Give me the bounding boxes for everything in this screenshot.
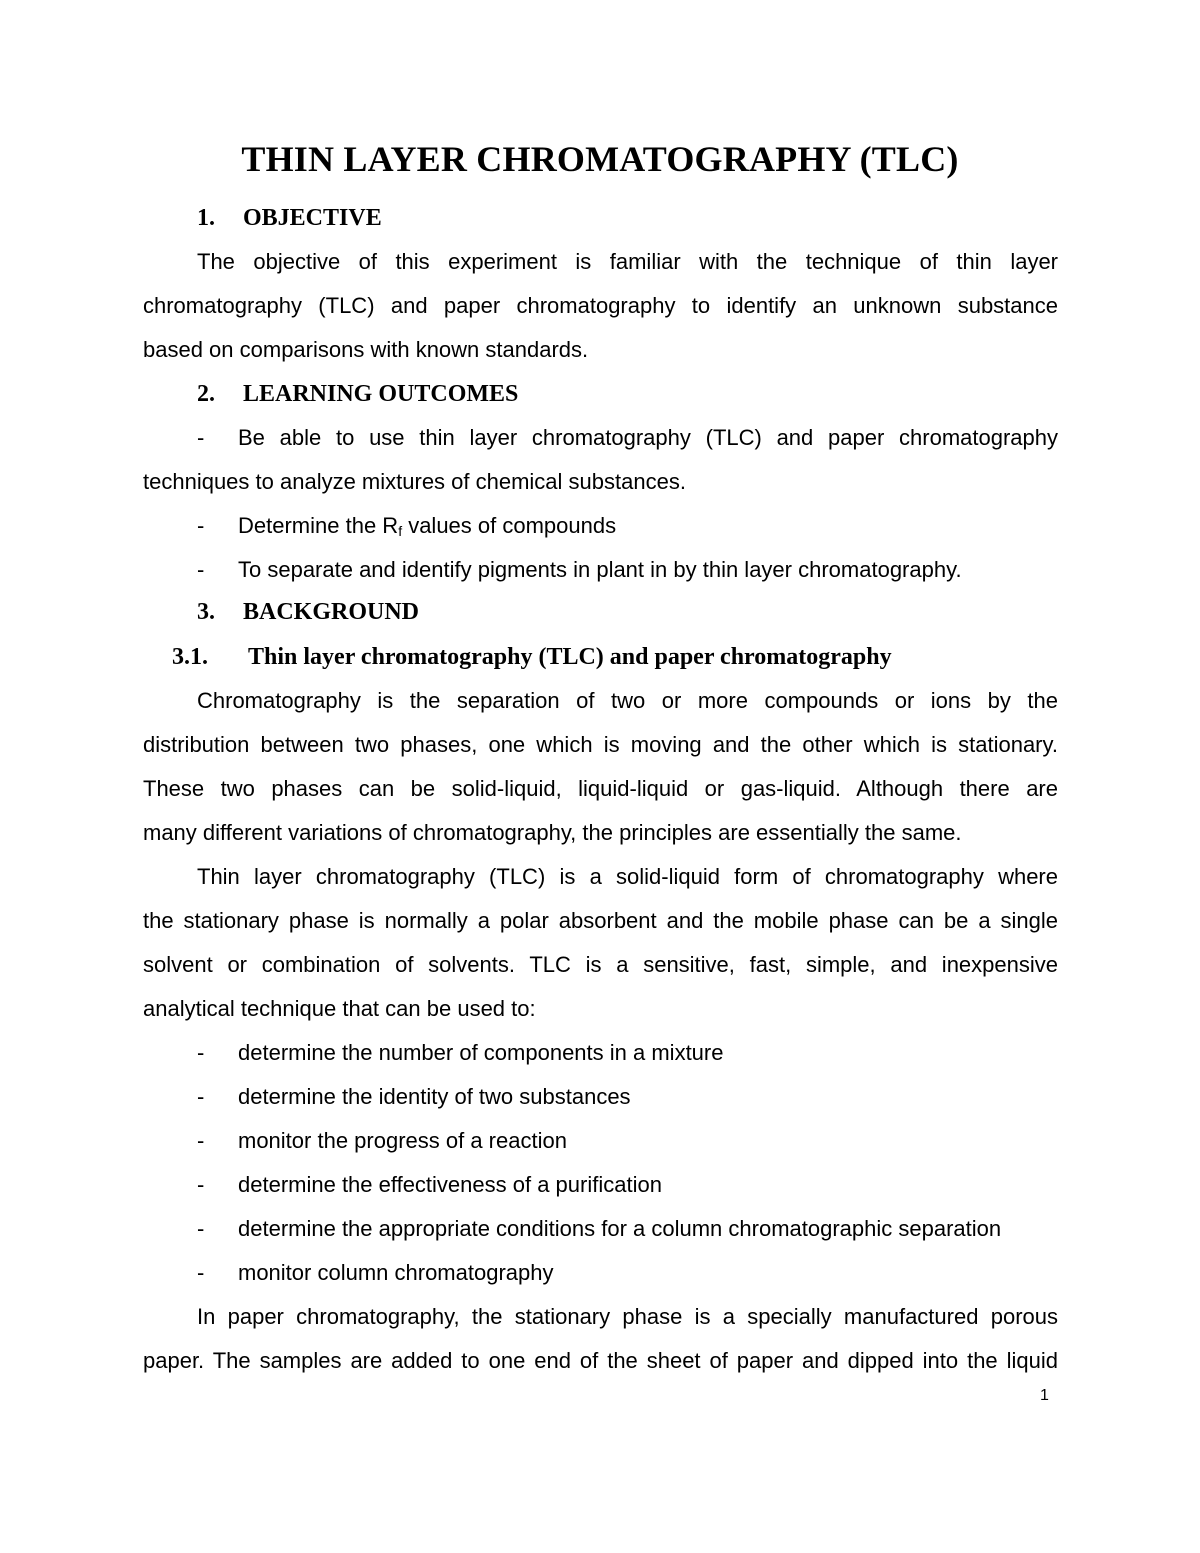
bullet-text: determine the appropriate conditions for a column chromatographic separation [238,1216,1002,1241]
paragraph-line: based on comparisons with known standards. [143,337,589,362]
paragraph-line: analytical technique that can be used to: [143,996,536,1021]
bullet-text: monitor the progress of a reaction [238,1128,567,1153]
section-number: 2. [197,381,215,407]
bullet-text [238,506,616,546]
bullet-text-continued: techniques to analyze mixtures of chemical substances. [143,469,686,494]
paragraph-line: The objective of this experiment is familiar with the technique of thin layer [197,249,1058,274]
subsection-number: 3.1. [172,644,208,670]
paragraph-line: distribution between two phases, one which is moving and the other which is stationary. [143,732,1058,757]
section-heading-objective [197,198,382,238]
document-title: THIN LAYER CHROMATOGRAPHY (TLC) [241,139,959,179]
bullet-text: determine the identity of two substances [238,1084,631,1109]
bullet-dash: - [197,1216,205,1241]
paragraph-line: paper. The samples are added to one end of the sheet of paper and dipped into the liquid [143,1348,1058,1373]
rf-text-before: Determine the R [238,513,399,538]
bullet-dash: - [197,557,205,582]
paragraph-line: chromatography (TLC) and paper chromatography to identify an unknown substance [143,293,1058,318]
bullet-dash: - [197,1260,205,1285]
bullet-text: Be able to use thin layer chromatography (TLC) and paper chromatography [238,425,1058,450]
section-title: LEARNING OUTCOMES [243,381,519,407]
paragraph-line: the stationary phase is normally a polar absorbent and the mobile phase can be a single [143,908,1058,933]
bullet-text: determine the number of components in a mixture [238,1040,724,1065]
bullet-text: monitor column chromatography [238,1260,554,1285]
bullet-text: To separate and identify pigments in plant in by thin layer chromatography. [238,557,962,582]
paragraph-line: many different variations of chromatography, the principles are essentially the same. [143,820,962,845]
section-heading-learning-outcomes [197,374,518,414]
bullet-dash: - [197,1084,205,1109]
bullet-dash: - [197,425,205,450]
rf-text-after: values of compounds [402,513,617,538]
subsection-heading [172,637,892,677]
page-number: 1 [1040,1387,1049,1404]
paragraph-line: Chromatography is the separation of two or more compounds or ions by the [197,688,1058,713]
paragraph-line: These two phases can be solid-liquid, liquid-liquid or gas-liquid. Although there are [143,776,1058,801]
section-heading-background [197,592,419,632]
section-number: 1. [197,205,215,231]
section-number: 3. [197,599,215,625]
section-title: BACKGROUND [243,599,420,625]
section-title: OBJECTIVE [243,205,382,231]
paragraph-line: Thin layer chromatography (TLC) is a solid-liquid form of chromatography where [197,864,1058,889]
paragraph-line: In paper chromatography, the stationary phase is a specially manufactured porous [197,1304,1058,1329]
bullet-dash: - [197,1040,205,1065]
bullet-text: determine the effectiveness of a purification [238,1172,662,1197]
bullet-dash: - [197,1128,205,1153]
rf-subscript: f [398,523,403,539]
bullet-dash: - [197,1172,205,1197]
bullet-dash: - [197,513,205,538]
subsection-title: Thin layer chromatography (TLC) and paper chromatography [248,644,892,670]
paragraph-line: solvent or combination of solvents. TLC is a sensitive, fast, simple, and inexpensive [143,952,1058,977]
